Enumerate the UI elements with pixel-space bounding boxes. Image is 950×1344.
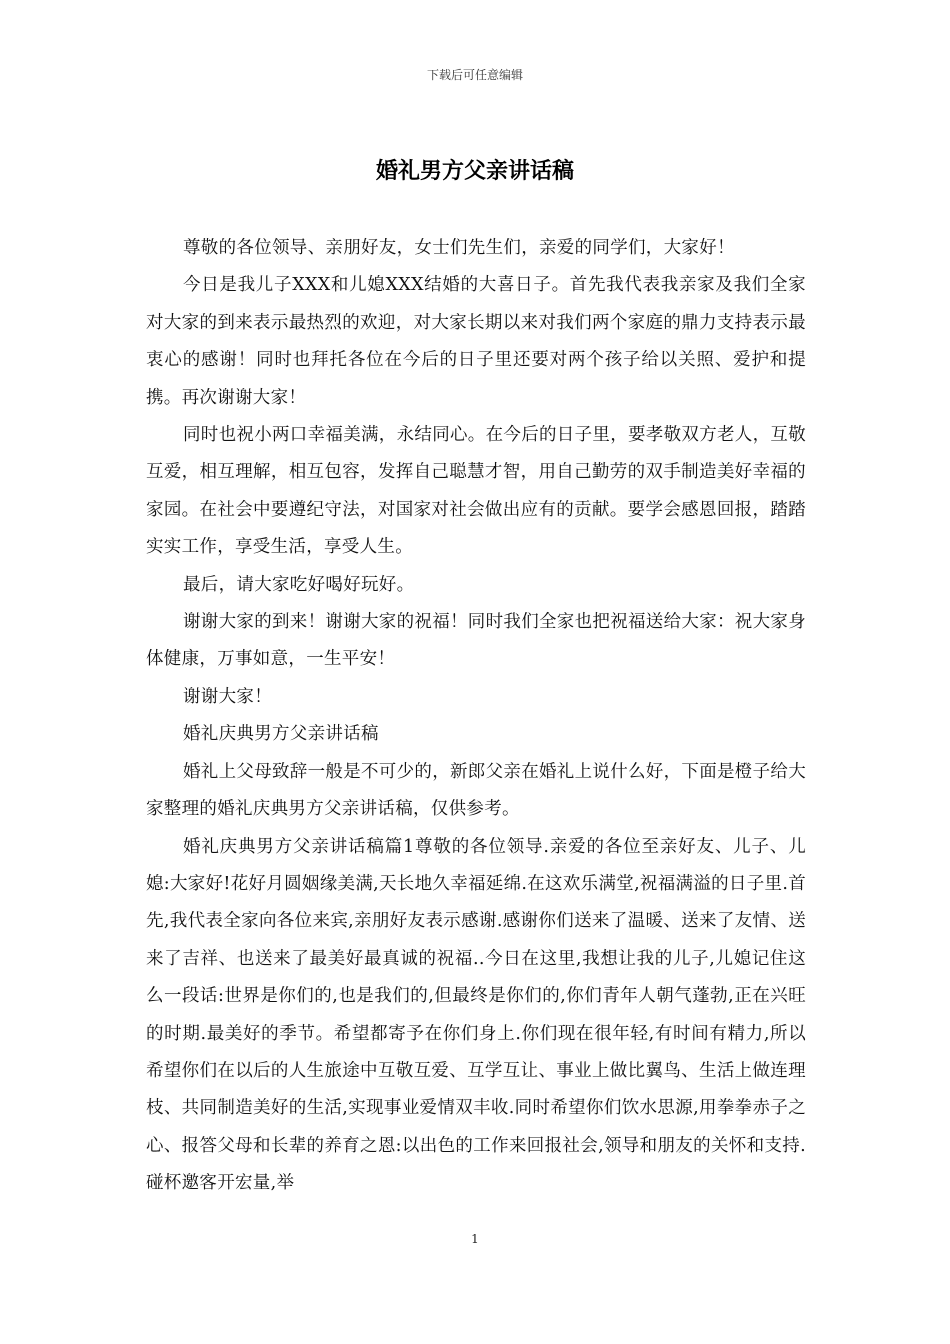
paragraph-greeting: 尊敬的各位领导、亲朋好友，女士们先生们，亲爱的同学们，大家好！	[183, 238, 735, 258]
paragraph-thank-all: 谢谢大家！	[183, 686, 272, 707]
section-heading: 婚礼庆典男方父亲讲话稿	[183, 724, 379, 745]
paragraph-blessing: 同时也祝小两口幸福美满，永结同心。在今后的日子里，要孝敬双方老人，互敬互爱，相互理解，相互包容，发挥自己聪慧才智，用自己勤劳的双手制造美好幸福的家园。在社会中要遵纪守法，对国家对社会做出应有的贡献。要学会感恩回报，踏踏实实工作，享受生活，享受人生。	[146, 425, 806, 558]
paragraph-enjoy: 最后，请大家吃好喝好玩好。	[183, 574, 415, 595]
page-number: 1	[471, 1232, 479, 1246]
paragraph-speech-1: 婚礼庆典男方父亲讲话稿篇1尊敬的各位领导.亲爱的各位至亲好友、儿子、儿媳:大家好!花好月圆姻缘美满,天长地久幸福延绵.在这欢乐满堂,祝福满溢的日子里.首先,我代表全家向各位来宾,亲朋好友表示感谢.感谢你们送来了温暖、送来了友情、送来了吉祥、也送来了最美好最真诚的祝福..今日在这里,我想让我的儿子,儿媳记住这么一段话:世界是你们的,也是我们的,但最终是你们的,你们青年人朝气蓬勃,正在兴旺的时期.最美好的季节。希望都寄予在你们身上.你们现在很年轻,有时间有精力,所以希望你们在以后的人生旅途中互敬互爱、互学互让、事业上做比翼鸟、生活上做连理枝、共同制造美好的生活,实现事业爱情双丰收.同时希望你们饮水思源,用拳拳赤子之心、报答父母和长辈的养育之恩:以出色的工作来回报社会,领导和朋友的关怀和支持.碰杯邀客开宏量,举	[146, 836, 806, 1194]
header-note: 下载后可任意编辑	[426, 68, 523, 82]
paragraph-thanks: 谢谢大家的到来！谢谢大家的祝福！同时我们全家也把祝福送给大家：祝大家身体健康，万事如意，一生平安！	[146, 612, 806, 670]
paragraph-welcome: 今日是我儿子XXX和儿媳XXX结婚的大喜日子。首先我代表我亲家及我们全家对大家的到来表示最热烈的欢迎，对大家长期以来对我们两个家庭的鼎力支持表示最衷心的感谢！同时也拜托各位在今后的日子里还要对两个孩子给以关照、爱护和提携。再次谢谢大家！	[146, 275, 806, 408]
document-title: 婚礼男方父亲讲话稿	[375, 158, 574, 184]
paragraph-intro: 婚礼上父母致辞一般是不可少的，新郎父亲在婚礼上说什么好，下面是橙子给大家整理的婚礼庆典男方父亲讲话稿，仅供参考。	[146, 761, 806, 820]
document-body	[146, 230, 806, 1203]
